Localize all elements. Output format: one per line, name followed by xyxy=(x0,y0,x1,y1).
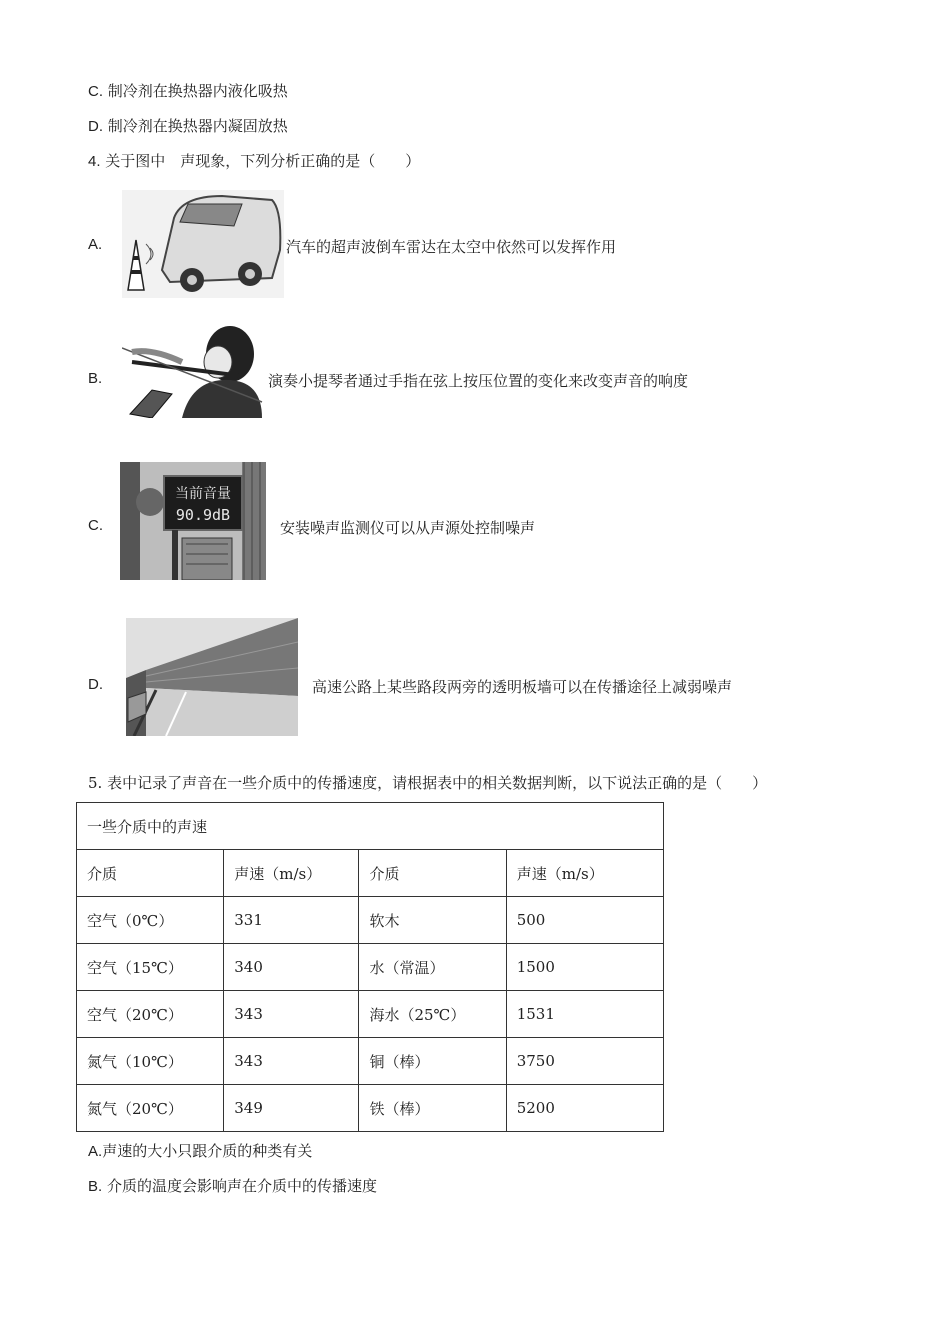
table-cell: 331 xyxy=(224,897,359,944)
header-cell: 声速（m/s） xyxy=(224,850,359,897)
q4-option-c-letter: C. xyxy=(88,517,103,534)
table-cell: 海水（25℃） xyxy=(359,991,506,1038)
header-cell: 声速（m/s） xyxy=(506,850,663,897)
question-5-stem xyxy=(88,772,767,793)
table-title-row xyxy=(77,803,664,850)
table-header-row xyxy=(77,850,664,897)
q4-option-a-letter: A. xyxy=(88,236,103,253)
table-cell: 空气（0℃） xyxy=(77,897,224,944)
table-cell: 氮气（20℃） xyxy=(77,1085,224,1132)
question-number: 4. xyxy=(88,153,101,170)
table-cell: 铁（棒） xyxy=(359,1085,506,1132)
header-cell: 介质 xyxy=(359,850,506,897)
noise-monitor-image xyxy=(120,462,266,580)
option-letter: C. xyxy=(88,83,103,100)
sign-line-2: 90.9dB xyxy=(175,506,231,524)
header-cell: 介质 xyxy=(77,850,224,897)
table-row xyxy=(77,1038,664,1085)
q4-option-b-text: 演奏小提琴者通过手指在弦上按压位置的变化来改变声音的响度 xyxy=(268,372,689,390)
q5-option-b xyxy=(88,1175,377,1196)
q4-option-d-letter: D. xyxy=(88,676,103,693)
table-cell: 349 xyxy=(224,1085,359,1132)
table-cell: 空气（15℃） xyxy=(77,944,224,991)
sign-line-1: 当前音量 xyxy=(175,486,231,502)
option-letter: D. xyxy=(88,118,103,135)
table-cell: 铜（棒） xyxy=(359,1038,506,1085)
table-cell: 水（常温） xyxy=(359,944,506,991)
table-row xyxy=(77,897,664,944)
q4-option-d-text: 高速公路上某些路段两旁的透明板墙可以在传播途径上减弱噪声 xyxy=(312,678,733,696)
question-text: 表中记录了声音在一些介质中的传播速度，请根据表中的相关数据判断，以下说法正确的是（ ） xyxy=(107,774,768,792)
option-text: 制冷剂在换热器内液化吸热 xyxy=(107,82,288,100)
table-cell: 343 xyxy=(224,991,359,1038)
table-cell: 500 xyxy=(506,897,663,944)
q4-option-c-text: 安装噪声监测仪可以从声源处控制噪声 xyxy=(280,519,536,537)
q5-option-a xyxy=(88,1140,312,1161)
question-4-stem xyxy=(88,150,420,171)
table-row xyxy=(77,944,664,991)
q4-option-b-letter: B. xyxy=(88,370,103,387)
table-cell: 1531 xyxy=(506,991,663,1038)
table-cell: 氮气（10℃） xyxy=(77,1038,224,1085)
prev-option-c xyxy=(88,80,288,101)
option-letter: B. xyxy=(88,1178,103,1195)
option-letter: A. xyxy=(88,1143,103,1160)
table-row xyxy=(77,1085,664,1132)
option-text: 声速的大小只跟介质的种类有关 xyxy=(102,1142,313,1160)
sound-speed-table xyxy=(76,802,664,1132)
table-cell: 软木 xyxy=(359,897,506,944)
prev-option-d xyxy=(88,115,288,136)
table-cell: 343 xyxy=(224,1038,359,1085)
table-cell: 340 xyxy=(224,944,359,991)
q4-option-a-text: 汽车的超声波倒车雷达在太空中依然可以发挥作用 xyxy=(286,238,617,256)
table-title: 一些介质中的声速 xyxy=(77,803,664,850)
table-cell: 5200 xyxy=(506,1085,663,1132)
question-text: 关于图中 声现象，下列分析正确的是（ ） xyxy=(105,152,421,170)
option-text: 制冷剂在换热器内凝固放热 xyxy=(107,117,288,135)
table-row xyxy=(77,991,664,1038)
table-cell: 3750 xyxy=(506,1038,663,1085)
table-cell: 1500 xyxy=(506,944,663,991)
car-radar-image xyxy=(122,190,284,298)
option-text: 介质的温度会影响声在介质中的传播速度 xyxy=(106,1177,377,1195)
question-number: 5. xyxy=(88,774,103,792)
violin-player-image xyxy=(122,318,264,418)
table-cell: 空气（20℃） xyxy=(77,991,224,1038)
highway-barrier-image xyxy=(126,618,298,736)
